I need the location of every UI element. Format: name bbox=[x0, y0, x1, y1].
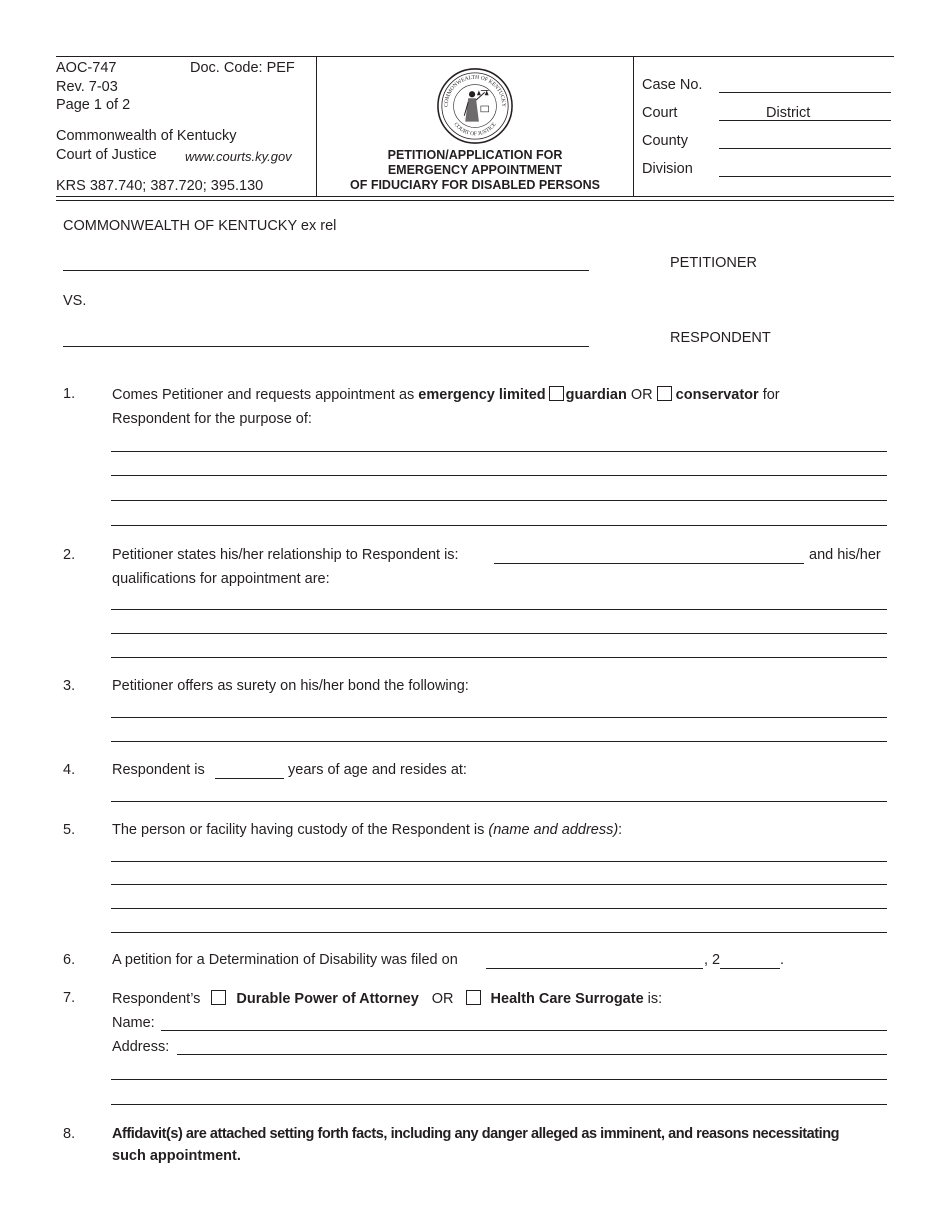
division-label: Division bbox=[642, 161, 693, 177]
county-field[interactable] bbox=[719, 148, 891, 149]
header-top-rule bbox=[56, 56, 894, 57]
statutes: KRS 387.740; 387.720; 395.130 bbox=[56, 178, 264, 194]
item-1-answer-line[interactable] bbox=[111, 500, 887, 501]
item-6-number: 6. bbox=[63, 952, 76, 968]
respondent-name-field[interactable] bbox=[63, 346, 589, 347]
item-3-number: 3. bbox=[63, 678, 76, 694]
form-title-line-1: PETITION/APPLICATION FOR bbox=[387, 148, 563, 162]
item-4-text-a: Respondent is bbox=[112, 762, 205, 778]
org-line-1: Commonwealth of Kentucky bbox=[56, 128, 237, 144]
case-no-field[interactable] bbox=[719, 92, 891, 93]
item-5-answer-line[interactable] bbox=[111, 884, 887, 885]
item-6-text: A petition for a Determination of Disability was filed on bbox=[112, 952, 458, 968]
header-bottom-rule-2 bbox=[56, 200, 894, 201]
commonwealth-ex-rel: COMMONWEALTH OF KENTUCKY ex rel bbox=[63, 218, 337, 234]
item-7-text-a: Respondent’s bbox=[112, 991, 201, 1007]
item-8-number: 8. bbox=[63, 1126, 76, 1142]
item-1-answer-line[interactable] bbox=[111, 525, 887, 526]
address-field-line-3[interactable] bbox=[111, 1104, 887, 1105]
item-5-colon: : bbox=[618, 822, 623, 838]
form-title-line-3: OF FIDUCIARY FOR DISABLED PERSONS bbox=[349, 178, 601, 192]
item-6-period: . bbox=[780, 952, 785, 968]
item-7-number: 7. bbox=[63, 990, 76, 1006]
item-2-line-2: qualifications for appointment are: bbox=[112, 571, 330, 587]
age-field[interactable] bbox=[215, 778, 284, 779]
item-1-number: 1. bbox=[63, 386, 76, 402]
health-care-surrogate-checkbox[interactable] bbox=[466, 990, 481, 1005]
item-8-line-2: such appointment. bbox=[112, 1148, 241, 1164]
item-1-guardian: guardian bbox=[565, 387, 627, 403]
item-3-answer-line[interactable] bbox=[111, 741, 887, 742]
item-1-conservator: conservator bbox=[675, 387, 759, 403]
court-value: District bbox=[766, 105, 811, 121]
address-label: Address: bbox=[112, 1039, 170, 1055]
org-line-2: Court of Justice bbox=[56, 147, 157, 163]
revision: Rev. 7-03 bbox=[56, 79, 118, 95]
header-divider-left bbox=[316, 56, 317, 196]
filing-date-field[interactable] bbox=[486, 968, 703, 969]
address-field[interactable] bbox=[177, 1054, 887, 1055]
item-2-answer-line[interactable] bbox=[111, 657, 887, 658]
item-5-answer-line[interactable] bbox=[111, 861, 887, 862]
item-1-line-2: Respondent for the purpose of: bbox=[112, 411, 312, 427]
item-5-line bbox=[112, 822, 622, 838]
respondent-label: RESPONDENT bbox=[670, 330, 771, 346]
relationship-field[interactable] bbox=[494, 563, 804, 564]
item-5-answer-line[interactable] bbox=[111, 908, 887, 909]
item-7-durable-poa: Durable Power of Attorney bbox=[236, 991, 419, 1007]
item-5-number: 5. bbox=[63, 822, 76, 838]
item-2-answer-line[interactable] bbox=[111, 633, 887, 634]
item-2-answer-line[interactable] bbox=[111, 609, 887, 610]
filing-year-field[interactable] bbox=[720, 968, 780, 969]
petitioner-label: PETITIONER bbox=[670, 255, 758, 271]
item-2-text-b: and his/her bbox=[809, 547, 881, 563]
county-label: County bbox=[642, 133, 688, 149]
item-1-text-b: for bbox=[758, 387, 780, 403]
residence-field[interactable] bbox=[111, 801, 887, 802]
item-5-answer-line[interactable] bbox=[111, 932, 887, 933]
item-3-text: Petitioner offers as surety on his/her bond the following: bbox=[112, 678, 469, 694]
item-4-text-b: years of age and resides at: bbox=[288, 762, 467, 778]
item-4-number: 4. bbox=[63, 762, 76, 778]
page-number: Page 1 of 2 bbox=[56, 97, 131, 113]
court-field[interactable] bbox=[719, 120, 891, 121]
item-7-or: OR bbox=[431, 991, 454, 1007]
item-7-line bbox=[112, 990, 662, 1007]
versus-label: VS. bbox=[63, 293, 87, 309]
form-title-line-2: EMERGENCY APPOINTMENT bbox=[387, 163, 563, 177]
address-field-line-2[interactable] bbox=[111, 1079, 887, 1080]
doc-code: Doc. Code: PEF bbox=[190, 60, 295, 76]
division-field[interactable] bbox=[719, 176, 891, 177]
item-7-health-care-surrogate: Health Care Surrogate bbox=[490, 991, 644, 1007]
item-2-number: 2. bbox=[63, 547, 76, 563]
court-label: Court bbox=[642, 105, 678, 121]
name-label: Name: bbox=[112, 1015, 155, 1031]
item-6-year-prefix: , 2 bbox=[704, 952, 721, 968]
item-1-answer-line[interactable] bbox=[111, 475, 887, 476]
item-7-text-b: is: bbox=[643, 991, 663, 1007]
header-bottom-rule-1 bbox=[56, 196, 894, 197]
kentucky-court-seal-icon bbox=[436, 67, 514, 145]
header-divider-right bbox=[633, 56, 634, 196]
website-link[interactable]: www.courts.ky.gov bbox=[185, 149, 292, 164]
item-1-or: OR bbox=[626, 387, 657, 403]
item-3-answer-line[interactable] bbox=[111, 717, 887, 718]
item-5-text: The person or facility having custody of the Respondent is bbox=[112, 822, 489, 838]
petitioner-name-field[interactable] bbox=[63, 270, 589, 271]
item-5-name-address: (name and address) bbox=[488, 822, 619, 838]
name-field[interactable] bbox=[161, 1030, 887, 1031]
guardian-checkbox[interactable] bbox=[549, 386, 564, 401]
item-1-text-a: Comes Petitioner and requests appointment as bbox=[112, 387, 419, 403]
item-8-line-1: Affidavit(s) are attached setting forth facts, including any danger alleged as imminent, and reasons necessitating bbox=[112, 1126, 840, 1142]
seal-bottom-text: COURT OF JUSTICE bbox=[452, 121, 498, 138]
item-1-emergency-limited: emergency limited bbox=[418, 387, 546, 403]
form-number: AOC-747 bbox=[56, 60, 117, 76]
item-1-answer-line[interactable] bbox=[111, 451, 887, 452]
case-no-label: Case No. bbox=[642, 77, 703, 93]
item-1-line-1 bbox=[112, 386, 780, 403]
conservator-checkbox[interactable] bbox=[657, 386, 672, 401]
item-2-text-a: Petitioner states his/her relationship to Respondent is: bbox=[112, 547, 459, 563]
durable-poa-checkbox[interactable] bbox=[211, 990, 226, 1005]
seal-top-text: COMMONWEALTH OF KENTUCKY bbox=[443, 74, 507, 108]
